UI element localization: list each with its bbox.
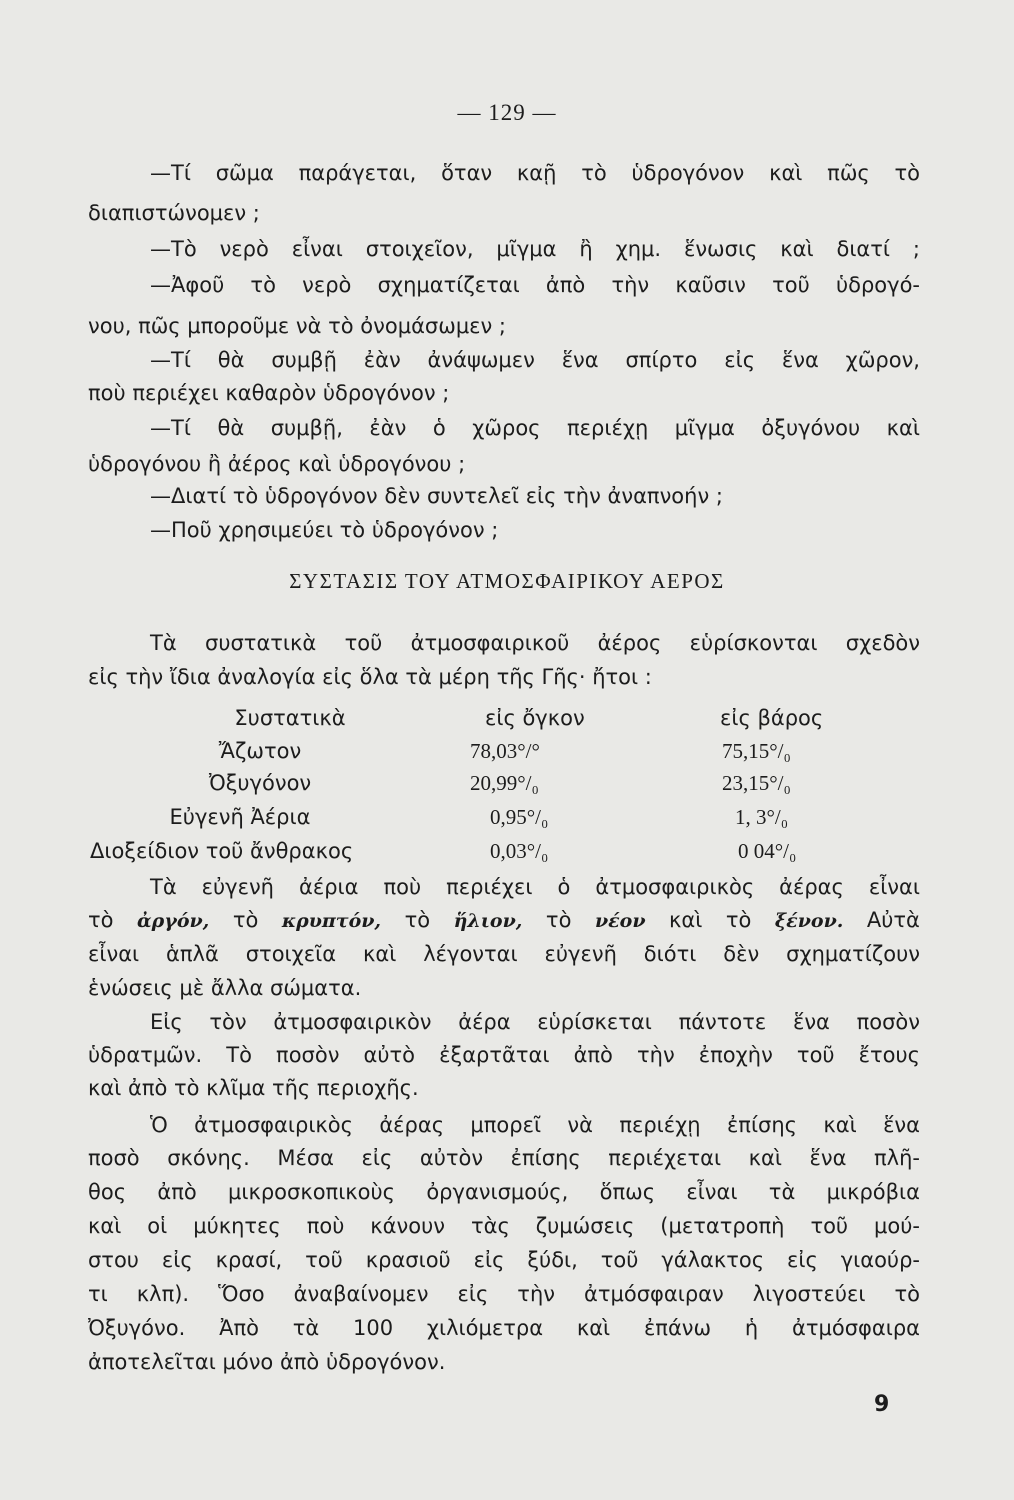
table-row-weight: 0 04°/₀ bbox=[738, 839, 797, 863]
signature-number: 9 bbox=[874, 1392, 890, 1417]
humidity-line-1: Εἰς τὸν ἀτμοσφαιρικὸν ἀέρα εὑρίσκεται πάντοτε ἕνα ποσὸν bbox=[150, 1010, 920, 1034]
table-row-component: Εὐγενῆ Ἀέρια bbox=[169, 805, 311, 829]
table-row-component: Ἄζωτον bbox=[218, 739, 302, 763]
dust-line-4: καὶ οἱ μύκητες ποὺ κάνουν τὰς ζυμώσεις (μετατροπὴ τοῦ μού- bbox=[88, 1214, 920, 1238]
table-header-weight: εἰς βάρος bbox=[720, 706, 824, 730]
table-row-weight: 1, 3°/₀ bbox=[735, 805, 789, 829]
question-4-line-2: ποὺ περιέχει καθαρὸν ὑδρογόνον ; bbox=[88, 381, 450, 405]
humidity-line-2: ὑδρατμῶν. Τὸ ποσὸν αὐτὸ ἐξαρτᾶται ἀπὸ τὴν ἐποχὴν τοῦ ἔτους bbox=[88, 1043, 920, 1067]
dust-line-1: Ὁ ἀτμοσφαιρικὸς ἀέρας μπορεῖ νὰ περιέχῃ ἐπίσης καὶ ἕνα bbox=[150, 1113, 920, 1137]
question-3-line-2: νου, πῶς μποροῦμε νὰ τὸ ὀνομάσωμεν ; bbox=[88, 314, 507, 338]
dust-line-5: στου εἰς κρασί, τοῦ κρασιοῦ εἰς ξύδι, τοῦ γάλακτος εἰς γιαούρ- bbox=[88, 1248, 920, 1272]
question-1-line-1: —Τί σῶμα παράγεται, ὅταν καῇ τὸ ὑδρογόνον καὶ πῶς τὸ bbox=[150, 161, 920, 185]
dust-line-8: ἀποτελεῖται μόνο ἀπὸ ὑδρογόνον. bbox=[88, 1350, 446, 1374]
krypton-term: κρυπτόν, bbox=[281, 910, 382, 932]
neon-term: νέον bbox=[594, 910, 646, 932]
question-2: —Τὸ νερὸ εἶναι στοιχεῖον, μῖγμα ἢ χημ. ἕνωσις καὶ διατί ; bbox=[150, 237, 920, 261]
question-5-line-1: —Τί θὰ συμβῇ, ἐὰν ὁ χῶρος περιέχῃ μῖγμα ὀξυγόνου καὶ bbox=[150, 416, 920, 440]
noble-gases-line-4: ἑνώσεις μὲ ἄλλα σώματα. bbox=[88, 976, 362, 1000]
table-row-volume: 0,03°/₀ bbox=[490, 839, 549, 863]
text: καὶ τὸ bbox=[669, 908, 752, 932]
argon-term: ἀργόν, bbox=[137, 910, 210, 932]
text: τὸ bbox=[88, 908, 114, 932]
question-3-line-1: —Ἀφοῦ τὸ νερὸ σχηματίζεται ἀπὸ τὴν καῦσιν τοῦ ὑδρογό- bbox=[150, 273, 920, 297]
table-row-component: Ὀξυγόνον bbox=[208, 771, 312, 795]
text: τὸ bbox=[404, 908, 431, 932]
dust-line-6: τι κλπ). Ὅσο ἀναβαίνομεν εἰς τὴν ἀτμόσφαιραν λιγοστεύει τὸ bbox=[88, 1282, 920, 1306]
table-row-component: Διοξείδιον τοῦ ἄνθρακος bbox=[90, 839, 354, 863]
text: Αὐτὰ bbox=[866, 908, 920, 932]
table-row-volume: 78,03°/° bbox=[470, 739, 540, 763]
question-5-line-2: ὑδρογόνου ἢ ἀέρος καὶ ὑδρογόνου ; bbox=[88, 452, 466, 476]
question-6: —Διατί τὸ ὑδρογόνον δὲν συντελεῖ εἰς τὴν ἀναπνοήν ; bbox=[150, 484, 723, 508]
helium-term: ἥλιον, bbox=[453, 910, 523, 932]
dust-line-7: Ὀξυγόνο. Ἀπὸ τὰ 100 χιλιόμετρα καὶ ἐπάνω ἡ ἀτμόσφαιρα bbox=[88, 1316, 920, 1340]
section-heading: ΣΥΣΤΑΣΙΣ ΤΟΥ ΑΤΜΟΣΦΑΙΡΙΚΟΥ ΑΕΡΟΣ bbox=[289, 569, 725, 593]
question-1-line-2: διαπιστώνομεν ; bbox=[88, 201, 260, 225]
table-header-component: Συστατικὰ bbox=[234, 706, 346, 730]
noble-gases-line-3: εἶναι ἁπλᾶ στοιχεῖα καὶ λέγονται εὐγενῆ διότι δὲν σχηματίζουν bbox=[88, 942, 920, 966]
dust-line-3: θος ἀπὸ μικροσκοπικοὺς ὀργανισμούς, ὅπως εἶναι τὰ μικρόβια bbox=[88, 1180, 920, 1204]
table-row-volume: 20,99°/₀ bbox=[470, 771, 539, 795]
table-row-volume: 0,95°/₀ bbox=[490, 805, 549, 829]
dust-line-2: ποσὸ σκόνης. Μέσα εἰς αὐτὸν ἐπίσης περιέχεται καὶ ἕνα πλῆ- bbox=[88, 1146, 920, 1170]
noble-gases-line-1: Τὰ εὐγενῆ ἀέρια ποὺ περιέχει ὁ ἀτμοσφαιρικὸς ἀέρας εἶναι bbox=[150, 875, 920, 899]
intro-line-2: εἰς τὴν ἴδια ἀναλογία εἰς ὅλα τὰ μέρη τῆς Γῆς· ἤτοι : bbox=[88, 665, 652, 689]
page-number: — 129 — bbox=[457, 100, 557, 125]
intro-line-1: Τὰ συστατικὰ τοῦ ἀτμοσφαιρικοῦ ἀέρος εὑρίσκονται σχεδὸν bbox=[150, 631, 920, 655]
xenon-term: ξένον. bbox=[774, 910, 844, 932]
text: τὸ bbox=[232, 908, 259, 932]
question-7: —Ποῦ χρησιμεύει τὸ ὑδρογόνον ; bbox=[150, 518, 499, 542]
text: τὸ bbox=[545, 908, 572, 932]
table-row-weight: 23,15°/₀ bbox=[722, 771, 791, 795]
noble-gases-line-2 bbox=[88, 905, 920, 936]
humidity-line-3: καὶ ἀπὸ τὸ κλῖμα τῆς περιοχῆς. bbox=[88, 1076, 419, 1100]
table-row-weight: 75,15°/₀ bbox=[722, 739, 791, 763]
table-header-volume: εἰς ὄγκον bbox=[485, 706, 585, 730]
question-4-line-1: —Τί θὰ συμβῇ ἐὰν ἀνάψωμεν ἕνα σπίρτο εἰς ἕνα χῶρον, bbox=[150, 348, 920, 372]
